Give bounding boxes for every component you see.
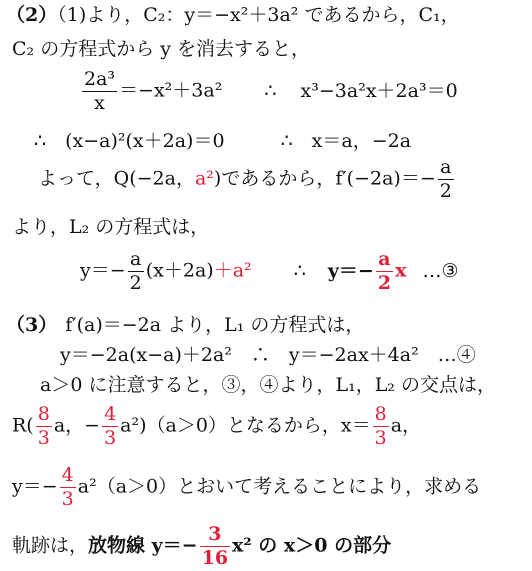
answer-parabola-end: x² の x＞0 の部分 — [232, 534, 392, 557]
line-l2-middle: (x＋2a) — [145, 259, 214, 282]
x-param-end: a， — [390, 414, 422, 437]
fraction-4-over-3-b: $\frac{4}{3}$ — [61, 464, 74, 510]
line-8-text: f′(a)＝−2a より，L₁ の方程式は， — [65, 314, 365, 336]
fraction-4-over-3: $\frac{4}{3}$ — [104, 403, 117, 449]
fraction-8-over-3: $\frac{8}{3}$ — [37, 403, 50, 449]
factored-equation: ∴ (x−a)²(x＋2a)＝0 — [34, 130, 225, 152]
line-6: より，L₂ の方程式は， — [12, 216, 210, 238]
roots: ∴ x＝a，−2a — [280, 130, 412, 152]
fraction-a-over-2: $\frac{a}{2}$ — [439, 156, 452, 202]
y-param-start: y＝− — [12, 475, 58, 498]
locus-label: 軌跡は， — [12, 534, 89, 557]
line-5 — [38, 158, 456, 201]
therefore-symbol-2: ∴ — [293, 259, 306, 282]
line-l2-red-term: ＋a² — [213, 259, 252, 282]
point-q-text: よって，Q(−2a， — [38, 167, 195, 190]
line-2: C₂ の方程式から y を消去すると， — [12, 38, 311, 60]
line-12 — [12, 466, 481, 509]
line-9: y＝−2a(x−a)＋2a² ∴ y＝−2ax＋4a² …④ — [60, 344, 476, 366]
answer-fraction-3-over-16: $\frac{3}{16}$ — [201, 523, 229, 569]
cubic-equation: x³−3a²x＋2a³＝0 — [300, 79, 458, 102]
fraction-a-over-2-b: $\frac{a}{2}$ — [129, 248, 142, 294]
line-4 — [34, 132, 411, 151]
line-1 — [6, 6, 460, 25]
point-q-y-red: a² — [194, 167, 214, 190]
line-11 — [12, 405, 421, 448]
answer-l2-start: y＝− — [327, 259, 374, 282]
answer-parabola-start: 放物線 y＝− — [88, 534, 198, 557]
point-r-mid: a，− — [53, 414, 101, 437]
therefore-symbol: ∴ — [264, 79, 277, 102]
answer-x: x — [395, 259, 407, 282]
line-3 — [80, 70, 458, 113]
line-13 — [12, 525, 391, 568]
point-r-end: a²)（a＞0）となるから，x＝ — [120, 414, 371, 437]
part-2-label: （2） — [6, 4, 58, 26]
line-8 — [6, 316, 364, 335]
y-param-end: a²（a＞0）とおいて考えることにより，求める — [77, 475, 482, 498]
part-3-label: （3） — [6, 314, 58, 336]
line-1-text: （1)より，C₂：y＝−x²＋3a² であるから，C₁， — [57, 4, 460, 26]
line-10: a＞0 に注意すると，③，④より，L₁，L₂ の交点は， — [40, 374, 496, 396]
fraction-8-over-3-b: $\frac{8}{3}$ — [374, 403, 387, 449]
line-l2-start: y＝− — [80, 259, 126, 282]
line-7 — [80, 250, 458, 293]
point-r-start: R( — [12, 414, 34, 437]
equation-ref-3: …③ — [422, 259, 459, 282]
derivative-text: )であるから，f′(−2a)＝− — [213, 167, 436, 190]
answer-fraction-a-over-2: $\frac{a}{2}$ — [377, 248, 392, 294]
fraction-2a3-over-x: $\frac{\text{2a³}}{x}$ — [84, 68, 116, 114]
line-3-rest: ＝−x²＋3a² — [119, 79, 223, 102]
